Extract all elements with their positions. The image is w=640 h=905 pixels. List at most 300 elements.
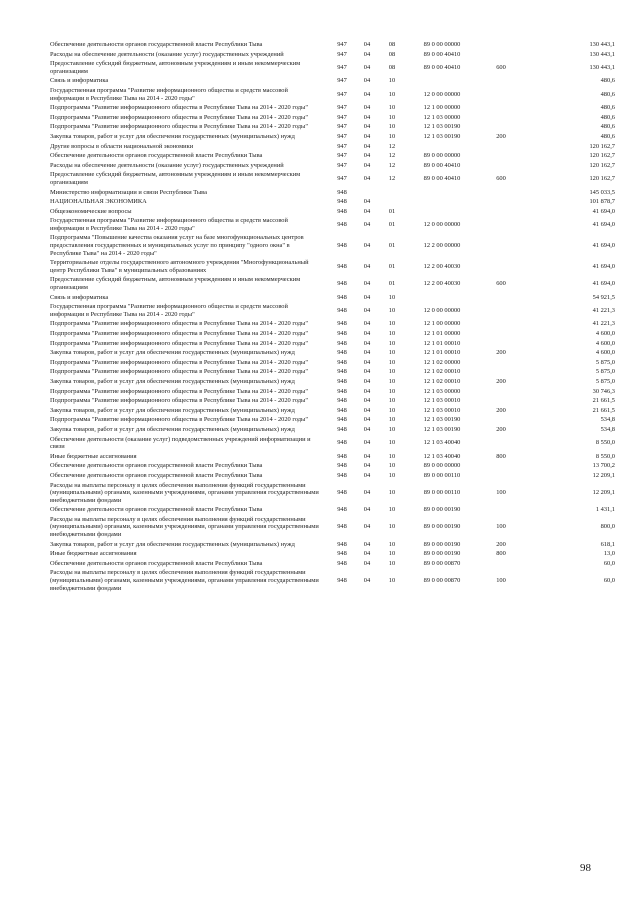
row-subsection-code: 10 — [388, 104, 396, 112]
table-row — [50, 40, 615, 50]
table-row — [50, 339, 615, 349]
row-expense-type-code: 200 — [496, 132, 506, 140]
row-subsection-code: 12 — [388, 161, 396, 169]
row-target-article-code: 89 0 00 00110 — [423, 471, 461, 479]
row-amount: 4 600,0 — [595, 330, 615, 337]
row-section-code: 04 — [363, 425, 371, 433]
row-target-article-code: 12 2 00 40030 — [423, 280, 461, 288]
row-ministry-code: 947 — [337, 142, 347, 150]
table-row — [50, 132, 615, 142]
table-row — [50, 559, 615, 569]
row-subsection-code: 10 — [388, 123, 396, 131]
row-amount: 12 209,1 — [592, 489, 615, 497]
row-subsection-code: 10 — [388, 293, 396, 301]
table-row — [50, 302, 615, 319]
table-row — [50, 329, 615, 339]
row-description: Закупка товаров, работ и услуг для обеспечения государственных (муниципальных) нужд — [50, 132, 295, 140]
table-row — [50, 122, 615, 132]
row-subsection-code: 10 — [388, 349, 396, 357]
row-ministry-code: 948 — [337, 550, 347, 558]
row-description: Подпрограмма "Развитие информационного общества в Республике Тыва на 2014 - 2020 годы" — [50, 320, 308, 328]
row-ministry-code: 948 — [337, 358, 347, 366]
row-description: Закупка товаров, работ и услуг для обеспечения государственных (муниципальных) нужд — [50, 406, 295, 414]
row-section-code: 04 — [363, 550, 371, 558]
row-target-article-code: 12 1 03 00000 — [423, 113, 461, 121]
row-ministry-code: 948 — [337, 330, 347, 337]
row-section-code: 04 — [363, 358, 371, 366]
row-ministry-code: 947 — [337, 161, 347, 169]
table-row — [50, 293, 615, 303]
row-subsection-code: 10 — [388, 559, 396, 567]
row-ministry-code: 947 — [337, 77, 347, 85]
row-ministry-code: 948 — [337, 577, 347, 585]
row-subsection-code: 10 — [388, 330, 396, 337]
row-section-code: 04 — [363, 489, 371, 497]
row-expense-type-code: 800 — [496, 550, 506, 558]
row-section-code: 04 — [363, 104, 371, 112]
table-row — [50, 86, 615, 103]
row-section-code: 04 — [363, 50, 371, 58]
row-section-code: 04 — [363, 142, 371, 150]
row-ministry-code: 947 — [337, 175, 347, 183]
row-target-article-code: 12 1 01 00000 — [423, 330, 461, 337]
row-description: Предоставление субсидий бюджетным, автономным учреждениям и иным некоммерческим организациям — [50, 171, 301, 186]
row-target-article-code: 12 1 02 00010 — [423, 377, 461, 385]
row-description: Другие вопросы в области национальной экономики — [50, 142, 194, 150]
row-ministry-code: 948 — [337, 462, 347, 470]
row-section-code: 04 — [363, 377, 371, 385]
table-row — [50, 233, 615, 258]
row-amount: 60,0 — [603, 577, 615, 585]
table-row — [50, 161, 615, 171]
row-target-article-code: 12 1 03 00010 — [423, 406, 461, 414]
row-expense-type-code: 600 — [496, 280, 506, 288]
table-row — [50, 406, 615, 416]
row-subsection-code: 10 — [388, 471, 396, 479]
row-description: Обеспечение деятельности (оказание услуг) подведомственных учреждений информатизации и связи — [50, 435, 311, 451]
row-section-code: 04 — [363, 63, 371, 71]
row-target-article-code: 12 1 00 00000 — [423, 320, 461, 328]
row-expense-type-code: 100 — [496, 577, 506, 585]
row-amount: 480,6 — [600, 90, 615, 98]
row-description: Государственная программа "Развитие информационного общества и средств массовой информации в Республике Тыва на 2014 - 2020 годы" — [50, 217, 288, 232]
row-amount: 5 875,0 — [595, 368, 615, 376]
row-amount: 4 600,0 — [595, 339, 615, 347]
row-ministry-code: 948 — [337, 559, 347, 567]
row-section-code: 04 — [363, 540, 371, 548]
row-amount: 30 746,3 — [592, 387, 615, 395]
row-ministry-code: 948 — [337, 242, 347, 250]
row-section-code: 04 — [363, 175, 371, 183]
row-description: Подпрограмма "Развитие информационного общества в Республике Тыва на 2014 - 2020 годы" — [50, 330, 308, 337]
row-target-article-code: 12 0 00 00000 — [423, 221, 461, 229]
row-description: Подпрограмма "Развитие информационного общества в Республике Тыва на 2014 - 2020 годы" — [50, 123, 308, 131]
row-description: Закупка товаров, работ и услуг для обеспечения государственных (муниципальных) нужд — [50, 425, 295, 433]
row-target-article-code: 89 0 00 00870 — [423, 577, 461, 585]
row-ministry-code: 948 — [337, 280, 347, 288]
row-section-code: 04 — [363, 523, 371, 531]
row-amount: 41 221,3 — [592, 307, 615, 315]
row-ministry-code: 948 — [337, 320, 347, 328]
row-ministry-code: 948 — [337, 439, 347, 447]
table-row — [50, 142, 615, 152]
row-section-code: 04 — [363, 368, 371, 376]
table-row — [50, 170, 615, 187]
row-section-code: 04 — [363, 387, 371, 395]
row-subsection-code: 10 — [388, 132, 396, 140]
row-subsection-code: 10 — [388, 425, 396, 433]
row-subsection-code: 10 — [388, 397, 396, 405]
table-row — [50, 59, 615, 76]
row-target-article-code: 12 1 03 00190 — [423, 425, 461, 433]
table-row — [50, 188, 615, 198]
row-ministry-code: 948 — [337, 368, 347, 376]
row-description: Расходы на выплаты персоналу в целях обеспечения выполнения функций государственными (муниципальными) органами, казенными учреждениями, органами управления государственными внебюджетными фондами — [50, 515, 319, 539]
row-section-code: 04 — [363, 221, 371, 229]
row-section-code: 04 — [363, 161, 371, 169]
table-row — [50, 113, 615, 123]
table-row — [50, 425, 615, 435]
table-row — [50, 377, 615, 387]
row-target-article-code: 12 1 01 00010 — [423, 339, 461, 347]
row-target-article-code: 89 0 00 00110 — [423, 489, 461, 497]
row-subsection-code: 10 — [388, 439, 396, 447]
row-section-code: 04 — [363, 577, 371, 585]
row-subsection-code: 10 — [388, 339, 396, 347]
table-row — [50, 358, 615, 368]
row-ministry-code: 948 — [337, 406, 347, 414]
budget-table — [50, 40, 615, 593]
row-description: Государственная программа "Развитие информационного общества и средств массовой информации в Республике Тыва на 2014 - 2020 годы" — [50, 86, 288, 102]
row-expense-type-code: 200 — [496, 425, 506, 433]
row-amount: 120 162,7 — [589, 161, 615, 169]
row-description: Подпрограмма "Развитие информационного общества в Республике Тыва на 2014 - 2020 годы" — [50, 397, 308, 405]
row-section-code: 04 — [363, 123, 371, 131]
row-amount: 8 550,0 — [595, 439, 615, 447]
table-row — [50, 207, 615, 217]
row-subsection-code: 10 — [388, 368, 396, 376]
row-subsection-code: 12 — [388, 152, 396, 160]
row-subsection-code: 08 — [388, 50, 396, 58]
row-description: Обеспечение деятельности органов государственной власти Республики Тыва — [50, 559, 263, 567]
row-amount: 534,8 — [600, 425, 615, 433]
row-ministry-code: 948 — [337, 293, 347, 301]
row-amount: 101 878,7 — [589, 198, 615, 206]
row-ministry-code: 948 — [337, 349, 347, 357]
row-amount: 120 162,7 — [589, 175, 615, 183]
row-amount: 21 661,5 — [592, 406, 615, 414]
row-amount: 480,6 — [600, 123, 615, 131]
row-description: Обеспечение деятельности органов государственной власти Республики Тыва — [50, 462, 263, 470]
row-target-article-code: 89 0 00 00190 — [423, 523, 461, 531]
row-ministry-code: 947 — [337, 152, 347, 160]
row-amount: 130 443,1 — [589, 41, 615, 48]
row-expense-type-code: 200 — [496, 349, 506, 357]
row-subsection-code: 10 — [388, 489, 396, 497]
row-section-code: 04 — [363, 293, 371, 301]
table-row — [50, 396, 615, 406]
table-row — [50, 435, 615, 452]
row-section-code: 04 — [363, 90, 371, 98]
row-ministry-code: 948 — [337, 387, 347, 395]
row-description: Подпрограмма "Развитие информационного общества в Республике Тыва на 2014 - 2020 годы" — [50, 387, 308, 395]
table-row — [50, 415, 615, 425]
table-row — [50, 258, 615, 275]
row-description: Закупка товаров, работ и услуг для обеспечения государственных (муниципальных) нужд — [50, 377, 295, 385]
row-description: Подпрограмма "Развитие информационного общества в Республике Тыва на 2014 - 2020 годы" — [50, 104, 308, 112]
table-row — [50, 387, 615, 397]
row-description: Подпрограмма "Развитие информационного общества в Республике Тыва на 2014 - 2020 годы" — [50, 416, 308, 424]
table-row — [50, 275, 615, 292]
row-target-article-code: 89 0 00 00870 — [423, 559, 461, 567]
row-amount: 8 550,0 — [595, 452, 615, 460]
table-row — [50, 505, 615, 515]
table-row — [50, 481, 615, 506]
row-amount: 41 694,0 — [592, 221, 615, 229]
row-section-code: 04 — [363, 559, 371, 567]
row-ministry-code: 948 — [337, 540, 347, 548]
row-description: Министерство информатизации и связи Республики Тыва — [50, 188, 207, 196]
row-amount: 534,8 — [600, 416, 615, 424]
row-description: Обеспечение деятельности органов государственной власти Республики Тыва — [50, 471, 263, 479]
row-target-article-code: 12 0 00 00000 — [423, 90, 461, 98]
row-description: Иные бюджетные ассигнования — [50, 452, 137, 460]
row-subsection-code: 10 — [388, 387, 396, 395]
table-row — [50, 540, 615, 550]
row-target-article-code: 89 0 00 40410 — [423, 63, 461, 71]
row-subsection-code: 10 — [388, 506, 396, 514]
table-row — [50, 452, 615, 462]
row-target-article-code: 89 0 00 00190 — [423, 506, 461, 514]
row-target-article-code: 12 1 02 00010 — [423, 368, 461, 376]
row-amount: 21 661,5 — [592, 397, 615, 405]
row-subsection-code: 10 — [388, 77, 396, 85]
row-ministry-code: 948 — [337, 221, 347, 229]
row-section-code: 04 — [363, 113, 371, 121]
row-ministry-code: 948 — [337, 416, 347, 424]
row-target-article-code: 89 0 00 40410 — [423, 161, 461, 169]
row-description: Расходы на выплаты персоналу в целях обеспечения выполнения функций государственными (муниципальными) органами, казенными учреждениями, органами управления государственными внебюджетными фондами — [50, 481, 319, 504]
row-ministry-code: 948 — [337, 397, 347, 405]
row-description: Иные бюджетные ассигнования — [50, 550, 137, 558]
row-target-article-code: 12 0 00 00000 — [423, 307, 461, 315]
row-ministry-code: 947 — [337, 63, 347, 71]
row-target-article-code: 89 0 00 00190 — [423, 550, 461, 558]
row-ministry-code: 947 — [337, 41, 347, 48]
row-section-code: 04 — [363, 506, 371, 514]
row-section-code: 04 — [363, 280, 371, 288]
row-section-code: 04 — [363, 452, 371, 460]
row-target-article-code: 12 2 00 00000 — [423, 242, 461, 250]
table-row — [50, 197, 615, 207]
row-ministry-code: 948 — [337, 188, 347, 196]
row-description: Предоставление субсидий бюджетным, автономным учреждениям и иным некоммерческим организациям — [50, 276, 301, 292]
row-ministry-code: 948 — [337, 452, 347, 460]
row-subsection-code: 01 — [388, 263, 396, 271]
row-ministry-code: 948 — [337, 506, 347, 514]
table-row — [50, 348, 615, 358]
row-description: Подпрограмма "Развитие информационного общества в Республике Тыва на 2014 - 2020 годы" — [50, 368, 308, 376]
row-target-article-code: 12 1 03 40040 — [423, 439, 461, 447]
row-amount: 5 875,0 — [595, 358, 615, 366]
row-subsection-code: 12 — [388, 142, 396, 150]
table-row — [50, 568, 615, 593]
row-subsection-code: 10 — [388, 113, 396, 121]
row-target-article-code: 12 1 03 00190 — [423, 132, 461, 140]
row-amount: 120 162,7 — [589, 152, 615, 160]
row-section-code: 04 — [363, 471, 371, 479]
row-section-code: 04 — [363, 132, 371, 140]
row-description: Обеспечение деятельности органов государственной власти Республики Тыва — [50, 41, 263, 48]
row-description: Расходы на обеспечение деятельности (оказание услуг) государственных учреждений — [50, 50, 284, 58]
row-description: Предоставление субсидий бюджетным, автономным учреждениям и иным некоммерческим организациям — [50, 60, 301, 75]
row-subsection-code: 10 — [388, 406, 396, 414]
row-target-article-code: 12 1 03 40040 — [423, 452, 461, 460]
row-subsection-code: 12 — [388, 175, 396, 183]
row-ministry-code: 947 — [337, 90, 347, 98]
row-section-code: 04 — [363, 307, 371, 315]
row-section-code: 04 — [363, 349, 371, 357]
row-section-code: 04 — [363, 41, 371, 48]
row-ministry-code: 947 — [337, 123, 347, 131]
table-row — [50, 549, 615, 559]
row-target-article-code: 12 1 03 00010 — [423, 397, 461, 405]
row-ministry-code: 948 — [337, 339, 347, 347]
row-section-code: 04 — [363, 77, 371, 85]
row-target-article-code: 89 0 00 00000 — [423, 462, 461, 470]
row-subsection-code: 01 — [388, 207, 396, 215]
table-row — [50, 319, 615, 329]
row-description: Закупка товаров, работ и услуг для обеспечения государственных (муниципальных) нужд — [50, 349, 295, 357]
row-amount: 130 443,1 — [589, 63, 615, 71]
table-row — [50, 50, 615, 60]
row-amount: 480,6 — [600, 132, 615, 140]
row-subsection-code: 10 — [388, 452, 396, 460]
row-amount: 13 700,2 — [592, 462, 615, 470]
row-description: Расходы на обеспечение деятельности (оказание услуг) государственных учреждений — [50, 161, 284, 169]
row-target-article-code: 89 0 00 00000 — [423, 152, 461, 160]
row-target-article-code: 89 0 00 40410 — [423, 175, 461, 183]
row-section-code: 04 — [363, 320, 371, 328]
row-target-article-code: 12 1 02 00000 — [423, 358, 461, 366]
row-amount: 41 694,0 — [592, 263, 615, 271]
row-description: Обеспечение деятельности органов государственной власти Республики Тыва — [50, 506, 263, 514]
row-amount: 120 162,7 — [589, 142, 615, 150]
row-amount: 1 431,1 — [595, 506, 615, 514]
row-ministry-code: 948 — [337, 307, 347, 315]
row-section-code: 04 — [363, 330, 371, 337]
row-expense-type-code: 600 — [496, 63, 506, 71]
row-amount: 5 875,0 — [595, 377, 615, 385]
row-subsection-code: 10 — [388, 416, 396, 424]
row-amount: 480,6 — [600, 113, 615, 121]
row-description: Обеспечение деятельности органов государственной власти Республики Тыва — [50, 152, 263, 160]
row-ministry-code: 948 — [337, 207, 347, 215]
row-description: Подпрограмма "Развитие информационного общества в Республике Тыва на 2014 - 2020 годы" — [50, 339, 308, 347]
row-subsection-code: 01 — [388, 221, 396, 229]
row-subsection-code: 10 — [388, 577, 396, 585]
row-ministry-code: 948 — [337, 377, 347, 385]
row-target-article-code: 12 1 03 00000 — [423, 387, 461, 395]
row-ministry-code: 948 — [337, 489, 347, 497]
row-description: Общеэкономические вопросы — [50, 207, 132, 215]
row-subsection-code: 10 — [388, 462, 396, 470]
row-subsection-code: 10 — [388, 358, 396, 366]
row-amount: 54 921,5 — [592, 293, 615, 301]
table-row — [50, 461, 615, 471]
row-section-code: 04 — [363, 198, 371, 206]
row-amount: 130 443,1 — [589, 50, 615, 58]
row-target-article-code: 12 2 00 40030 — [423, 263, 461, 271]
row-amount: 800,0 — [600, 523, 615, 531]
row-description: Подпрограмма "Развитие информационного общества в Республике Тыва на 2014 - 2020 годы" — [50, 113, 308, 121]
row-amount: 13,0 — [603, 550, 615, 558]
table-row — [50, 76, 615, 86]
row-amount: 4 600,0 — [595, 349, 615, 357]
row-amount: 480,6 — [600, 77, 615, 85]
row-description: Подпрограмма "Развитие информационного общества в Республике Тыва на 2014 - 2020 годы" — [50, 358, 308, 366]
row-ministry-code: 948 — [337, 425, 347, 433]
row-amount: 60,0 — [603, 559, 615, 567]
row-subsection-code: 10 — [388, 540, 396, 548]
row-description: Расходы на выплаты персоналу в целях обеспечения выполнения функций государственными (муниципальными) органами, казенными учреждениями, органами управления государственными внебюджетными фондами — [50, 569, 319, 592]
row-expense-type-code: 100 — [496, 523, 506, 531]
row-amount: 41 694,0 — [592, 242, 615, 250]
row-section-code: 04 — [363, 207, 371, 215]
row-subsection-code: 10 — [388, 90, 396, 98]
row-expense-type-code: 200 — [496, 406, 506, 414]
row-amount: 618,1 — [600, 540, 615, 548]
row-amount: 41 694,0 — [592, 280, 615, 288]
table-row — [50, 216, 615, 233]
row-target-article-code: 12 1 03 00190 — [423, 416, 461, 424]
row-description: Связь и информатика — [50, 293, 109, 301]
row-ministry-code: 947 — [337, 113, 347, 121]
row-ministry-code: 948 — [337, 263, 347, 271]
row-description: Государственная программа "Развитие информационного общества и средств массовой информации в Республике Тыва на 2014 - 2020 годы" — [50, 303, 288, 318]
row-target-article-code: 12 1 00 00000 — [423, 104, 461, 112]
row-amount: 145 033,5 — [589, 188, 615, 196]
page-number: 98 — [580, 862, 591, 874]
table-row — [50, 151, 615, 161]
row-section-code: 04 — [363, 439, 371, 447]
row-target-article-code: 89 0 00 40410 — [423, 50, 461, 58]
row-target-article-code: 12 1 01 00010 — [423, 349, 461, 357]
row-amount: 41 221,3 — [592, 320, 615, 328]
row-subsection-code: 01 — [388, 280, 396, 288]
row-target-article-code: 12 1 03 00190 — [423, 123, 461, 131]
row-ministry-code: 948 — [337, 523, 347, 531]
row-description: НАЦИОНАЛЬНАЯ ЭКОНОМИКА — [50, 198, 147, 206]
row-subsection-code: 01 — [388, 242, 396, 250]
row-section-code: 04 — [363, 416, 371, 424]
row-ministry-code: 947 — [337, 104, 347, 112]
row-ministry-code: 947 — [337, 50, 347, 58]
row-expense-type-code: 200 — [496, 540, 506, 548]
row-section-code: 04 — [363, 406, 371, 414]
row-description: Закупка товаров, работ и услуг для обеспечения государственных (муниципальных) нужд — [50, 540, 295, 548]
row-subsection-code: 10 — [388, 320, 396, 328]
row-ministry-code: 948 — [337, 471, 347, 479]
row-subsection-code: 10 — [388, 523, 396, 531]
row-expense-type-code: 800 — [496, 452, 506, 460]
row-section-code: 04 — [363, 152, 371, 160]
row-description: Связь и информатика — [50, 77, 109, 85]
row-section-code: 04 — [363, 263, 371, 271]
row-amount: 480,6 — [600, 104, 615, 112]
row-target-article-code: 89 0 00 00190 — [423, 540, 461, 548]
table-row — [50, 471, 615, 481]
